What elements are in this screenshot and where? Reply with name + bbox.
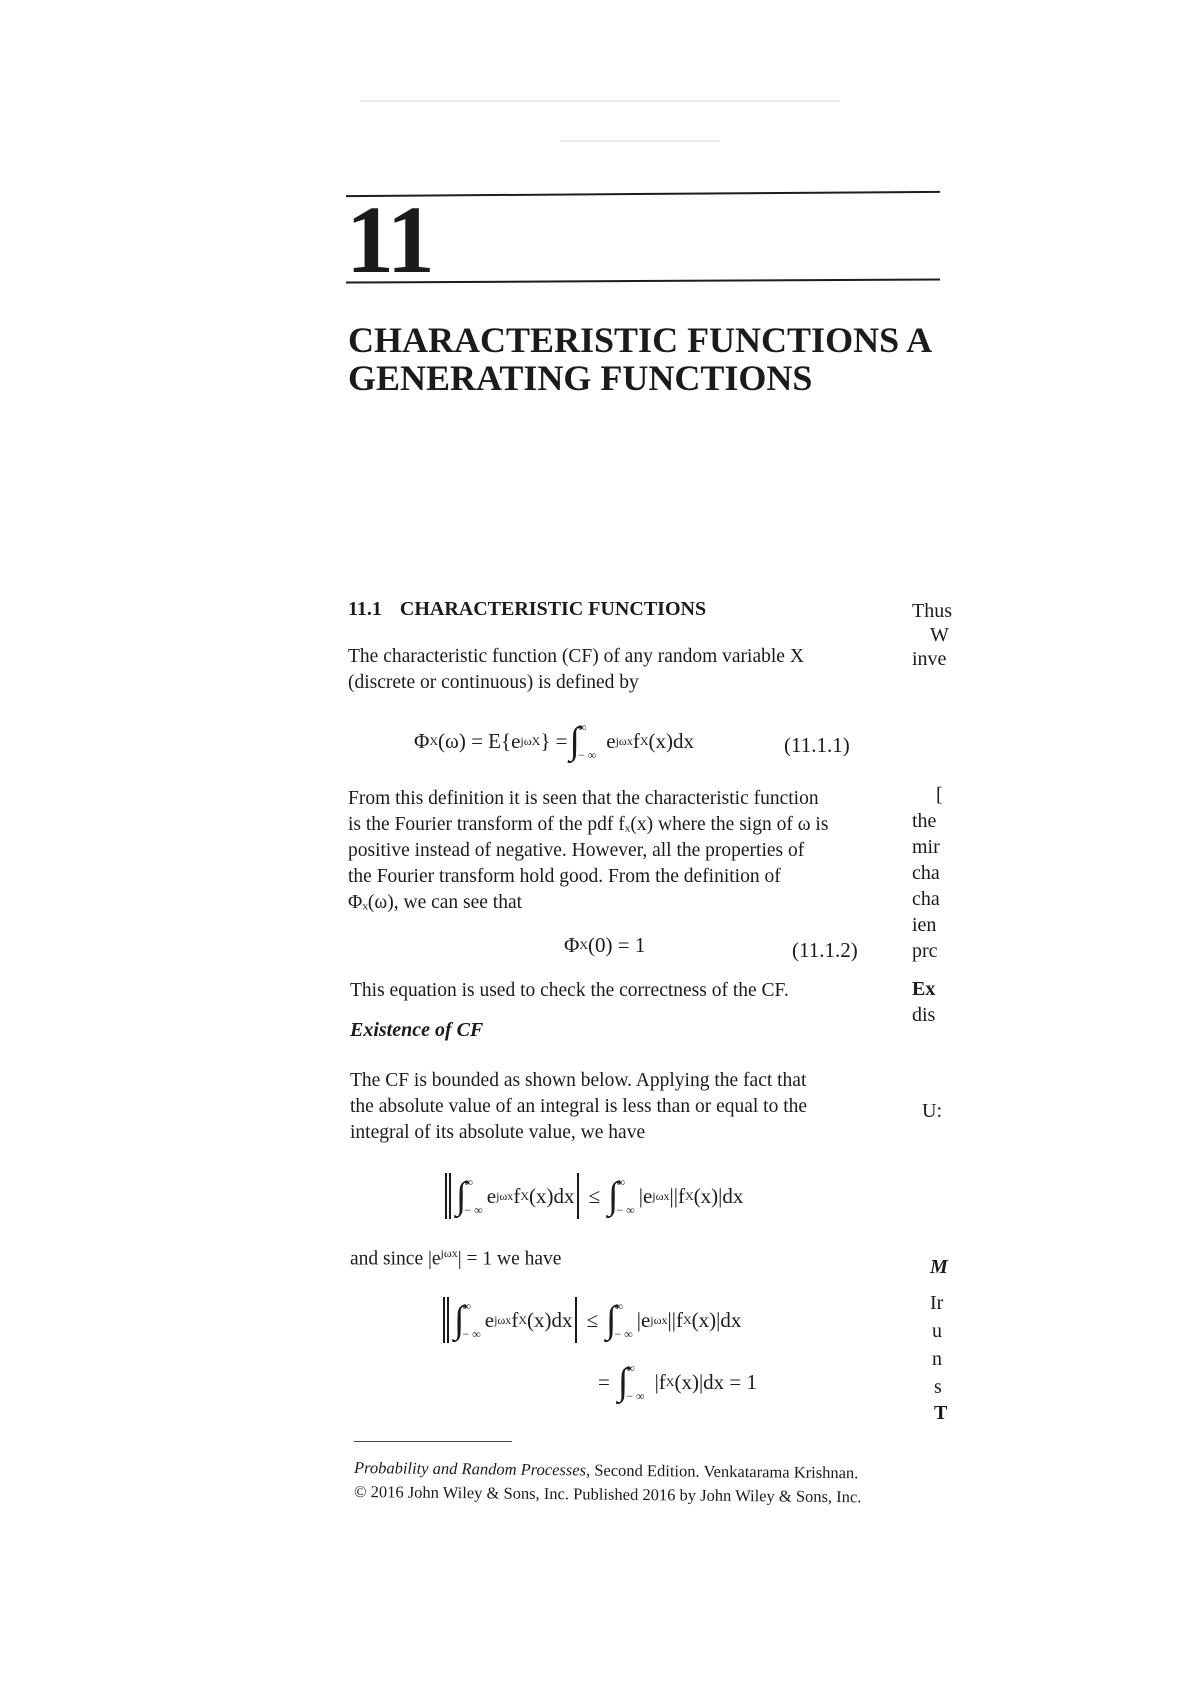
eq-text: e [484,1307,495,1332]
paragraph-line: positive instead of negative. However, all the properties of [348,840,805,861]
lower-limit: − ∞ [614,1327,633,1341]
right-column-fragment: ien [912,914,937,936]
right-column-fragment: dis [912,1004,936,1026]
paragraph-line: the absolute value of an integral is less than or equal to the [350,1096,808,1117]
eq-text: (ω) = E{e [438,728,521,753]
chapter-bottom-rule [346,278,940,283]
right-column-fragment: Ir [930,1292,944,1314]
eq-text: | [667,1307,672,1332]
right-column-fragment: [ [936,784,943,806]
eq-text: (0) = 1 [588,933,646,957]
eq-subscript: X [429,733,439,748]
lower-limit: − ∞ [577,748,597,762]
chapter-number: 11 [346,186,433,293]
paragraph-line: Φₓ(ω), we can see that [348,892,523,913]
eq-superscript: jωx [615,733,633,748]
integral-sign: ∫ [456,1175,467,1217]
lower-limit: − ∞ [616,1203,635,1217]
paragraph-line: is the Fourier transform of the pdf fₓ(x) where the sign of ω is [348,814,829,835]
paragraph-line [350,1240,561,1273]
footnote-text: Second Edition. Venkatarama Krishnan. [590,1460,859,1483]
eq-superscript: jωx [650,1312,668,1327]
bleed-through-line [360,100,840,102]
integral-limits [626,1362,644,1402]
eq-symbol: Φ [564,933,580,957]
abs-bar [447,1297,449,1343]
eq-text: = [598,1369,610,1394]
right-column-fragment: inve [912,648,947,670]
integral-sign: ∫ [569,720,580,762]
equation-11-1-2 [564,933,645,958]
eq-text: |f [673,1183,685,1208]
integral-sign: ∫ [454,1299,465,1341]
leq-symbol: ≤ [588,1183,601,1208]
right-column-fragment: cha [912,888,940,910]
integral-limits [614,1300,632,1340]
abs-bar [445,1173,447,1219]
paragraph-line: integral of its absolute value, we have [350,1122,646,1143]
section-title: CHARACTERISTIC FUNCTIONS [399,598,707,620]
eq-superscript: jωx [652,1188,670,1203]
abs-bar [449,1173,451,1219]
equation-label: (11.1.2) [792,938,858,962]
upper-limit: ∞ [462,1299,471,1313]
right-column-fragment: Thus [912,600,952,622]
integral-limits [578,721,596,761]
eq-text: e [486,1183,497,1208]
bleed-through-line [560,140,720,142]
section-number: 11.1 [348,598,382,620]
footnote-rule [354,1441,512,1442]
integral-limits [616,1176,634,1216]
eq-text: f [632,728,640,753]
section-heading [348,598,706,621]
text-span: and since |e [350,1248,441,1270]
eq-text: |e [636,1307,651,1332]
text-superscript: jωx [440,1246,458,1260]
upper-limit: ∞ [626,1361,635,1375]
eq-text: (x)|dx [691,1307,742,1332]
eq-text: | [669,1183,674,1208]
abs-bar [443,1297,445,1343]
right-column-fragment: U: [922,1100,942,1122]
right-column-fragment: cha [912,862,940,884]
eq-subscript: X [682,1312,692,1327]
text-span: | = 1 we have [457,1248,562,1270]
eq-text: (x)dx [528,1183,575,1208]
paragraph-line: The characteristic function (CF) of any random variable X [348,646,804,667]
eq-text: } = [540,728,568,753]
book-title: Probability and Random Processes, [353,1458,591,1480]
right-column-fragment: M [930,1256,948,1278]
right-column-fragment: Ex [912,978,936,1000]
eq-subscript: X [518,1312,527,1327]
upper-limit: ∞ [577,720,587,734]
leq-symbol: ≤ [586,1307,599,1332]
eq-text: |e [638,1183,653,1208]
eq-text: |f [671,1307,683,1332]
integral-limits [464,1176,482,1216]
lower-limit: − ∞ [464,1203,483,1217]
paragraph-line: (discrete or continuous) is defined by [348,672,639,693]
abs-bar [575,1297,577,1343]
eq-subscript: X [639,733,649,748]
chapter-title-line1: CHARACTERISTIC FUNCTIONS A [348,320,933,360]
integral-sign: ∫ [617,1361,629,1403]
equation-continuation [598,1352,757,1412]
eq-subscript: X [665,1374,675,1389]
eq-text: (x)dx [526,1307,573,1332]
subheading: Existence of CF [350,1019,484,1041]
abs-bar [577,1173,579,1219]
right-column-fragment: n [932,1348,942,1370]
upper-limit: ∞ [614,1299,623,1313]
equation-11-1-1 [414,712,694,770]
right-column-fragment: T [934,1402,948,1424]
integral-limits [462,1300,480,1340]
footnote-line1 [354,1458,859,1483]
eq-text: e [606,728,616,753]
right-column-fragment: prc [912,940,938,962]
equation-label: (11.1.1) [784,733,850,757]
right-column-fragment: u [932,1320,942,1342]
eq-superscript: jωX [520,733,541,748]
eq-subscript: X [520,1188,529,1203]
integral-sign: ∫ [608,1175,619,1217]
right-column-fragment: W [930,624,949,646]
eq-text: (x)|dx [693,1183,744,1208]
chapter-title-line2: GENERATING FUNCTIONS [348,358,813,398]
eq-text: |f [654,1369,666,1394]
right-column-fragment: s [934,1376,942,1398]
eq-superscript: jωx [494,1312,512,1327]
inequality-equation-2 [440,1290,741,1350]
eq-text: (x)|dx = 1 [674,1369,758,1394]
eq-symbol: Φ [414,728,430,753]
paragraph-line: From this definition it is seen that the characteristic function [348,788,819,809]
eq-text: f [511,1307,519,1332]
right-column-fragment: the [912,810,937,832]
integral-sign: ∫ [606,1299,617,1341]
right-column-fragment: mir [912,836,940,858]
paragraph-line: the Fourier transform hold good. From the definition of [348,866,781,887]
inequality-equation [442,1166,743,1226]
eq-text: f [513,1183,521,1208]
lower-limit: − ∞ [626,1389,645,1403]
paragraph-line: This equation is used to check the correctness of the CF. [350,980,789,1001]
upper-limit: ∞ [464,1175,473,1189]
footnote-line2: © 2016 John Wiley & Sons, Inc. Published 2016 by John Wiley & Sons, Inc. [353,1482,862,1507]
eq-subscript: X [684,1188,694,1203]
eq-text: (x)dx [648,728,694,753]
lower-limit: − ∞ [462,1327,481,1341]
chapter-top-rule [346,191,940,197]
paragraph-line: The CF is bounded as shown below. Applying the fact that [350,1070,807,1091]
eq-superscript: jωx [496,1188,514,1203]
upper-limit: ∞ [616,1175,625,1189]
eq-subscript: X [579,938,589,952]
